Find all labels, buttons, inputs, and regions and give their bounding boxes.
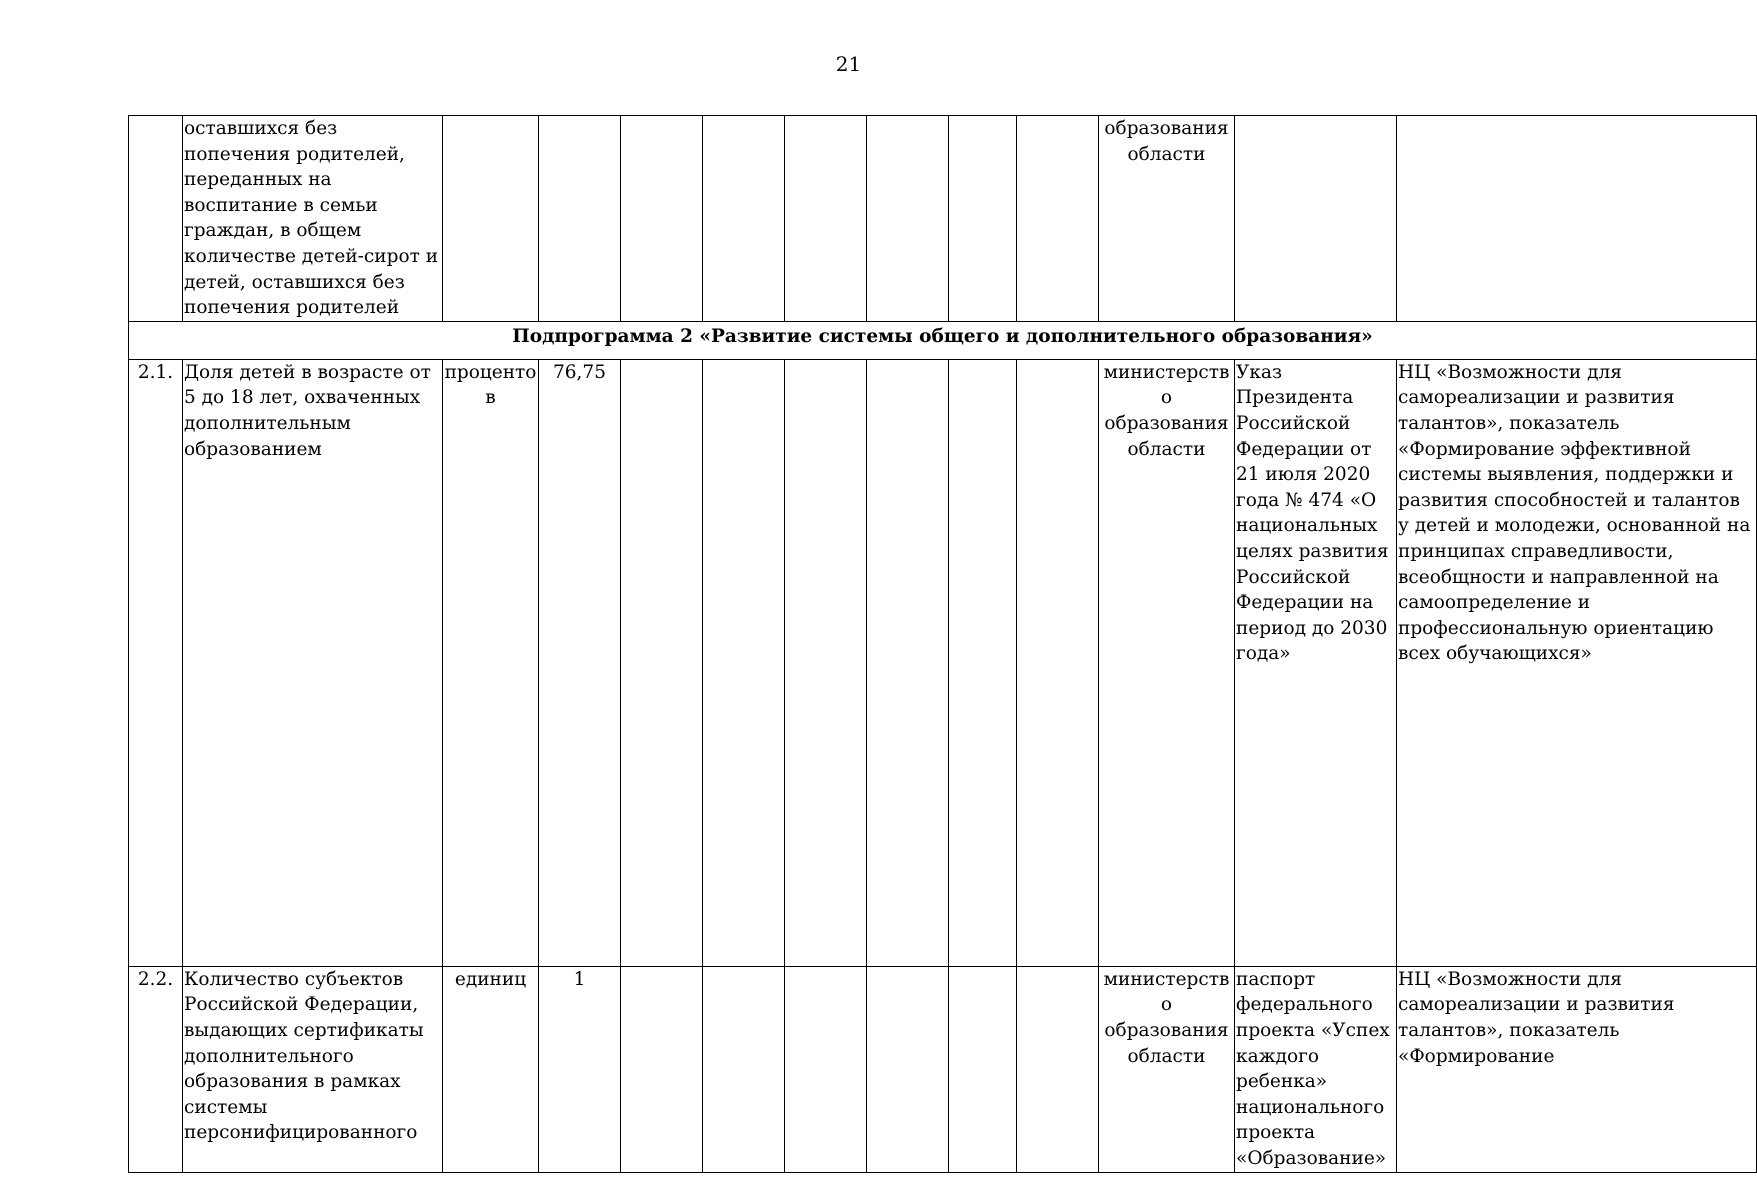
empty-cell xyxy=(949,966,1017,1172)
row-number-cell xyxy=(129,116,183,322)
empty-cell xyxy=(703,966,785,1172)
table-row xyxy=(129,359,1757,966)
empty-cell xyxy=(785,966,867,1172)
link-cell: НЦ «Возможности для самореализации и развития талантов», показатель «Формирование эффективной системы выявления, поддержки и развития способностей и талантов у детей и молодежи, основанной на принципах справедливости, всеобщности и направленной на самоопределение и профессиональную ориентацию всех обучающихся» xyxy=(1397,359,1757,966)
empty-cell xyxy=(785,359,867,966)
indicator-name-cell: оставшихся без попечения родителей, переданных на воспитание в семьи граждан, в общем количестве детей-сирот и детей, оставшихся без попечения родителей xyxy=(183,116,443,322)
indicators-table xyxy=(128,115,1757,1173)
empty-cell xyxy=(949,359,1017,966)
basis-cell: паспорт федерального проекта «Успех каждого ребенка» национального проекта «Образование» xyxy=(1235,966,1397,1172)
responsible-cell: образования области xyxy=(1099,116,1235,322)
row-number-cell: 2.2. xyxy=(129,966,183,1172)
page-number: 21 xyxy=(835,52,862,76)
empty-cell xyxy=(1017,966,1099,1172)
empty-cell xyxy=(621,116,703,322)
empty-cell xyxy=(1017,116,1099,322)
base-value-cell: 76,75 xyxy=(539,359,621,966)
link-cell xyxy=(1397,116,1757,322)
section-title: Подпрограмма 2 «Развитие системы общего и дополнительного образования» xyxy=(129,321,1757,359)
indicator-name-cell: Количество субъектов Российской Федерации, выдающих сертификаты дополнительного образования в рамках системы персонифицированного xyxy=(183,966,443,1172)
section-row xyxy=(129,321,1757,359)
basis-cell xyxy=(1235,116,1397,322)
table-row xyxy=(129,966,1757,1172)
indicator-name-cell: Доля детей в возрасте от 5 до 18 лет, охваченных дополнительным образованием xyxy=(183,359,443,966)
empty-cell xyxy=(867,966,949,1172)
empty-cell xyxy=(621,359,703,966)
unit-cell: единиц xyxy=(443,966,539,1172)
row-number-cell: 2.1. xyxy=(129,359,183,966)
table-row-continued xyxy=(129,116,1757,322)
unit-cell xyxy=(443,116,539,322)
responsible-cell: министерство образования области xyxy=(1099,966,1235,1172)
empty-cell xyxy=(1017,359,1099,966)
empty-cell xyxy=(703,359,785,966)
link-cell: НЦ «Возможности для самореализации и развития талантов», показатель «Формирование xyxy=(1397,966,1757,1172)
base-value-cell xyxy=(539,116,621,322)
empty-cell xyxy=(949,116,1017,322)
empty-cell xyxy=(785,116,867,322)
empty-cell xyxy=(703,116,785,322)
unit-cell: процентов xyxy=(443,359,539,966)
basis-cell: Указ Президента Российской Федерации от 21 июля 2020 года № 474 «О национальных целях развития Российской Федерации на период до 2030 года» xyxy=(1235,359,1397,966)
empty-cell xyxy=(867,116,949,322)
empty-cell xyxy=(867,359,949,966)
empty-cell xyxy=(621,966,703,1172)
responsible-cell: министерство образования области xyxy=(1099,359,1235,966)
base-value-cell: 1 xyxy=(539,966,621,1172)
